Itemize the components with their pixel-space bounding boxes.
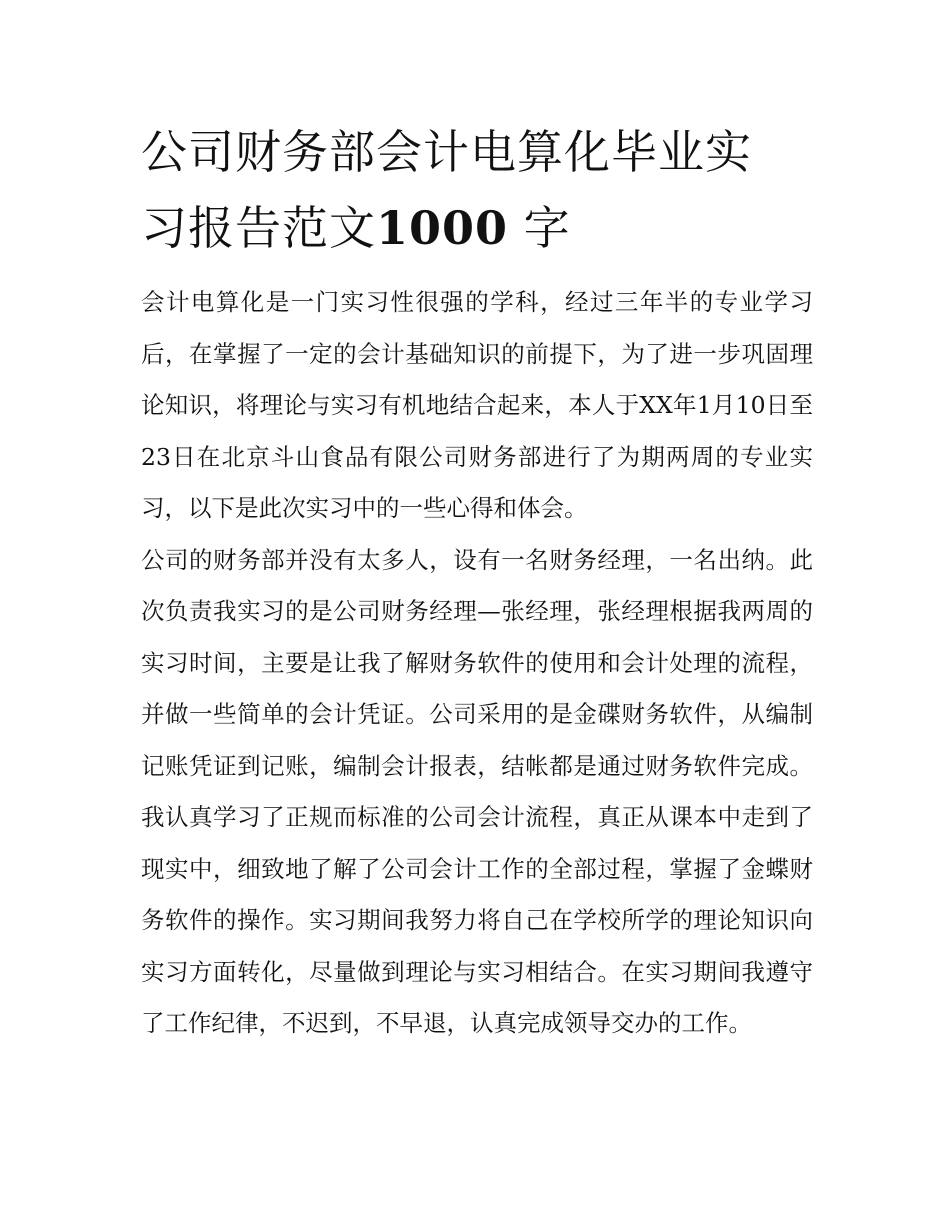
paragraph-1: 会计电算化是一门实习性很强的学科，经过三年半的专业学习后，在掌握了一定的会计基础知识的前提下，为了进一步巩固理论知识，将理论与实习有机地结合起来，本人于XX年1月10日至23日在北京斗山食品有限公司财务部进行了为期两周的专业实习，以下是此次实习中的一些心得和体会。: [141, 288, 813, 522]
document-body: [141, 277, 813, 1050]
paragraph-2: 公司的财务部并没有太多人，设有一名财务经理，一名出纳。此次负责我实习的是公司财务经理—张经理，张经理根据我两周的实习时间，主要是让我了解财务软件的使用和会计处理的流程，并做一些简单的会计凭证。公司采用的是金碟财务软件，从编制记账凭证到记账，编制会计报表，结帐都是通过财务软件完成。我认真学习了正规而标准的公司会计流程，真正从课本中走到了现实中，细致地了解了公司会计工作的全部过程，掌握了金蝶财务软件的操作。实习期间我努力将自己在学校所学的理论知识向实习方面转化，尽量做到理论与实习相结合。在实习期间我遵守了工作纪律，不迟到，不早退，认真完成领导交办的工作。: [141, 545, 813, 1037]
title-line-1: 公司财务部会计电算化毕业实: [141, 125, 752, 179]
document-title: [141, 114, 821, 266]
title-line-2-prefix: 习报告范文: [141, 201, 376, 255]
title-suffix: 字: [523, 201, 571, 255]
title-number: 1000: [376, 201, 509, 255]
